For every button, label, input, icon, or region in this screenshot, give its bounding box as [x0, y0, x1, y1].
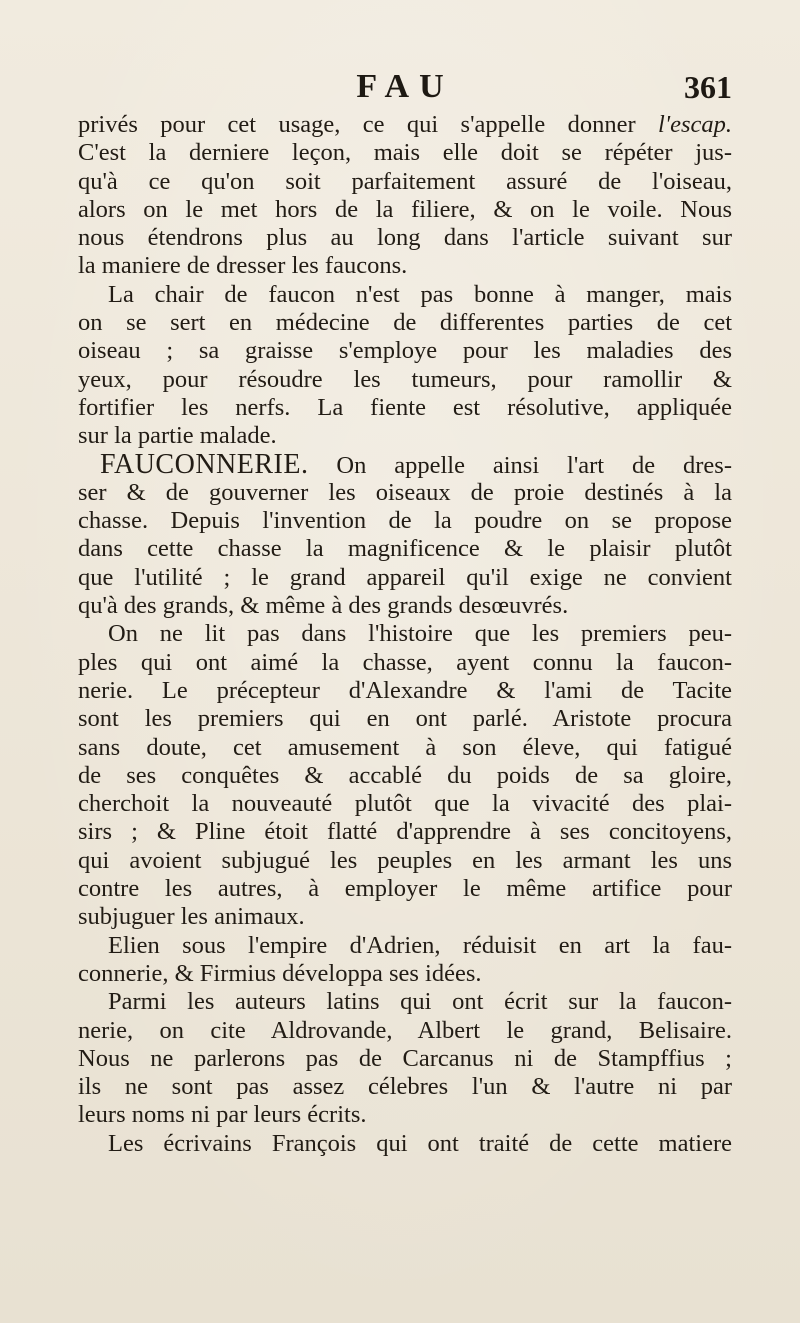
paragraph [78, 281, 732, 451]
text-line: on se sert en médecine de differentes parties de cet [78, 309, 732, 337]
entry-paragraph [78, 448, 732, 621]
text-line: yeux, pour résoudre les tumeurs, pour ramollir & [78, 365, 732, 393]
paragraph [78, 1130, 732, 1158]
text-line: nerie. Le précepteur d'Alexandre & l'ami de Tacite [78, 676, 732, 704]
text-line: que l'utilité ; le grand appareil qu'il exige ne convient [78, 563, 732, 591]
text-line: qu'à ce qu'on soit parfaitement assuré de l'oiseau, [78, 167, 732, 195]
text-line: de ses conquêtes & accablé du poids de sa gloire, [78, 761, 732, 789]
text-line: fortifier les nerfs. La fiente est résolutive, appliquée [78, 393, 732, 421]
entry-headword: FAUCONNERIE. [100, 448, 309, 480]
text-line: qui avoient subjugué les peuples en les armant les uns [78, 846, 732, 874]
text-line: La chair de faucon n'est pas bonne à manger, mais [108, 280, 732, 308]
text-line: sont les premiers qui en ont parlé. Aristote procura [78, 705, 732, 733]
paragraph [78, 988, 732, 1129]
text-line: qu'à des grands, & même à des grands desœuvrés. [78, 592, 569, 620]
text-line: sirs ; & Pline étoit flatté d'apprendre à ses concitoyens, [78, 818, 732, 846]
text-line: C'est la derniere leçon, mais elle doit se répéter jus- [78, 139, 732, 167]
text-line: sans doute, cet amusement à son éleve, qui fatigué [78, 733, 732, 761]
text-line: nerie, on cite Aldrovande, Albert le grand, Belisaire. [78, 1016, 732, 1044]
text-line: subjuguer les animaux. [78, 903, 305, 931]
paragraph [78, 932, 732, 989]
text-line [78, 111, 732, 139]
text-line: connerie, & Firmius développa ses idées. [78, 959, 482, 987]
text-line: ser & de gouverner les oiseaux de proie destinés à la [78, 478, 732, 506]
text-line: On ne lit pas dans l'histoire que les premiers peu- [108, 620, 732, 648]
text-line: ples qui ont aimé la chasse, ayent connu la faucon- [78, 648, 732, 676]
text-line: leurs noms ni par leurs écrits. [78, 1101, 367, 1129]
text-line: chasse. Depuis l'invention de la poudre on se propose [78, 507, 732, 535]
line-text: On appelle ainsi l'art de dres- [308, 451, 732, 479]
line-text: privés pour cet usage, ce qui s'appelle donner [78, 111, 659, 138]
text-line: contre les autres, à employer le même artifice pour [78, 875, 732, 903]
text-line: alors on le met hors de la filiere, & on le voile. Nous [78, 195, 732, 223]
running-head: FAU [356, 68, 454, 105]
text-line: cherchoit la nouveauté plutôt que la vivacité des plai- [78, 790, 732, 818]
text-line [78, 448, 732, 480]
paragraph [78, 620, 732, 931]
text-line: dans cette chasse la magnificence & le plaisir plutôt [78, 535, 732, 563]
body-text [78, 111, 732, 1158]
text-line: sur la partie malade. [78, 422, 277, 450]
text-line: Les écrivains François qui ont traité de cette matiere [108, 1129, 732, 1157]
text-line: Nous ne parlerons pas de Carcanus ni de Stampffius ; [78, 1044, 732, 1072]
text-line: Parmi les auteurs latins qui ont écrit sur la faucon- [108, 988, 732, 1016]
page-number: 361 [684, 69, 732, 105]
page-header [78, 62, 732, 112]
italic-term: l'escap. [658, 111, 732, 138]
text-line: ils ne sont pas assez célebres l'un & l'autre ni par [78, 1073, 732, 1101]
text-line: la maniere de dresser les faucons. [78, 252, 408, 280]
paragraph [78, 111, 732, 281]
text-line: Elien sous l'empire d'Adrien, réduisit en art la fau- [108, 931, 732, 959]
text-line: nous étendrons plus au long dans l'article suivant sur [78, 224, 732, 252]
text-line: oiseau ; sa graisse s'employe pour les maladies des [78, 337, 732, 365]
